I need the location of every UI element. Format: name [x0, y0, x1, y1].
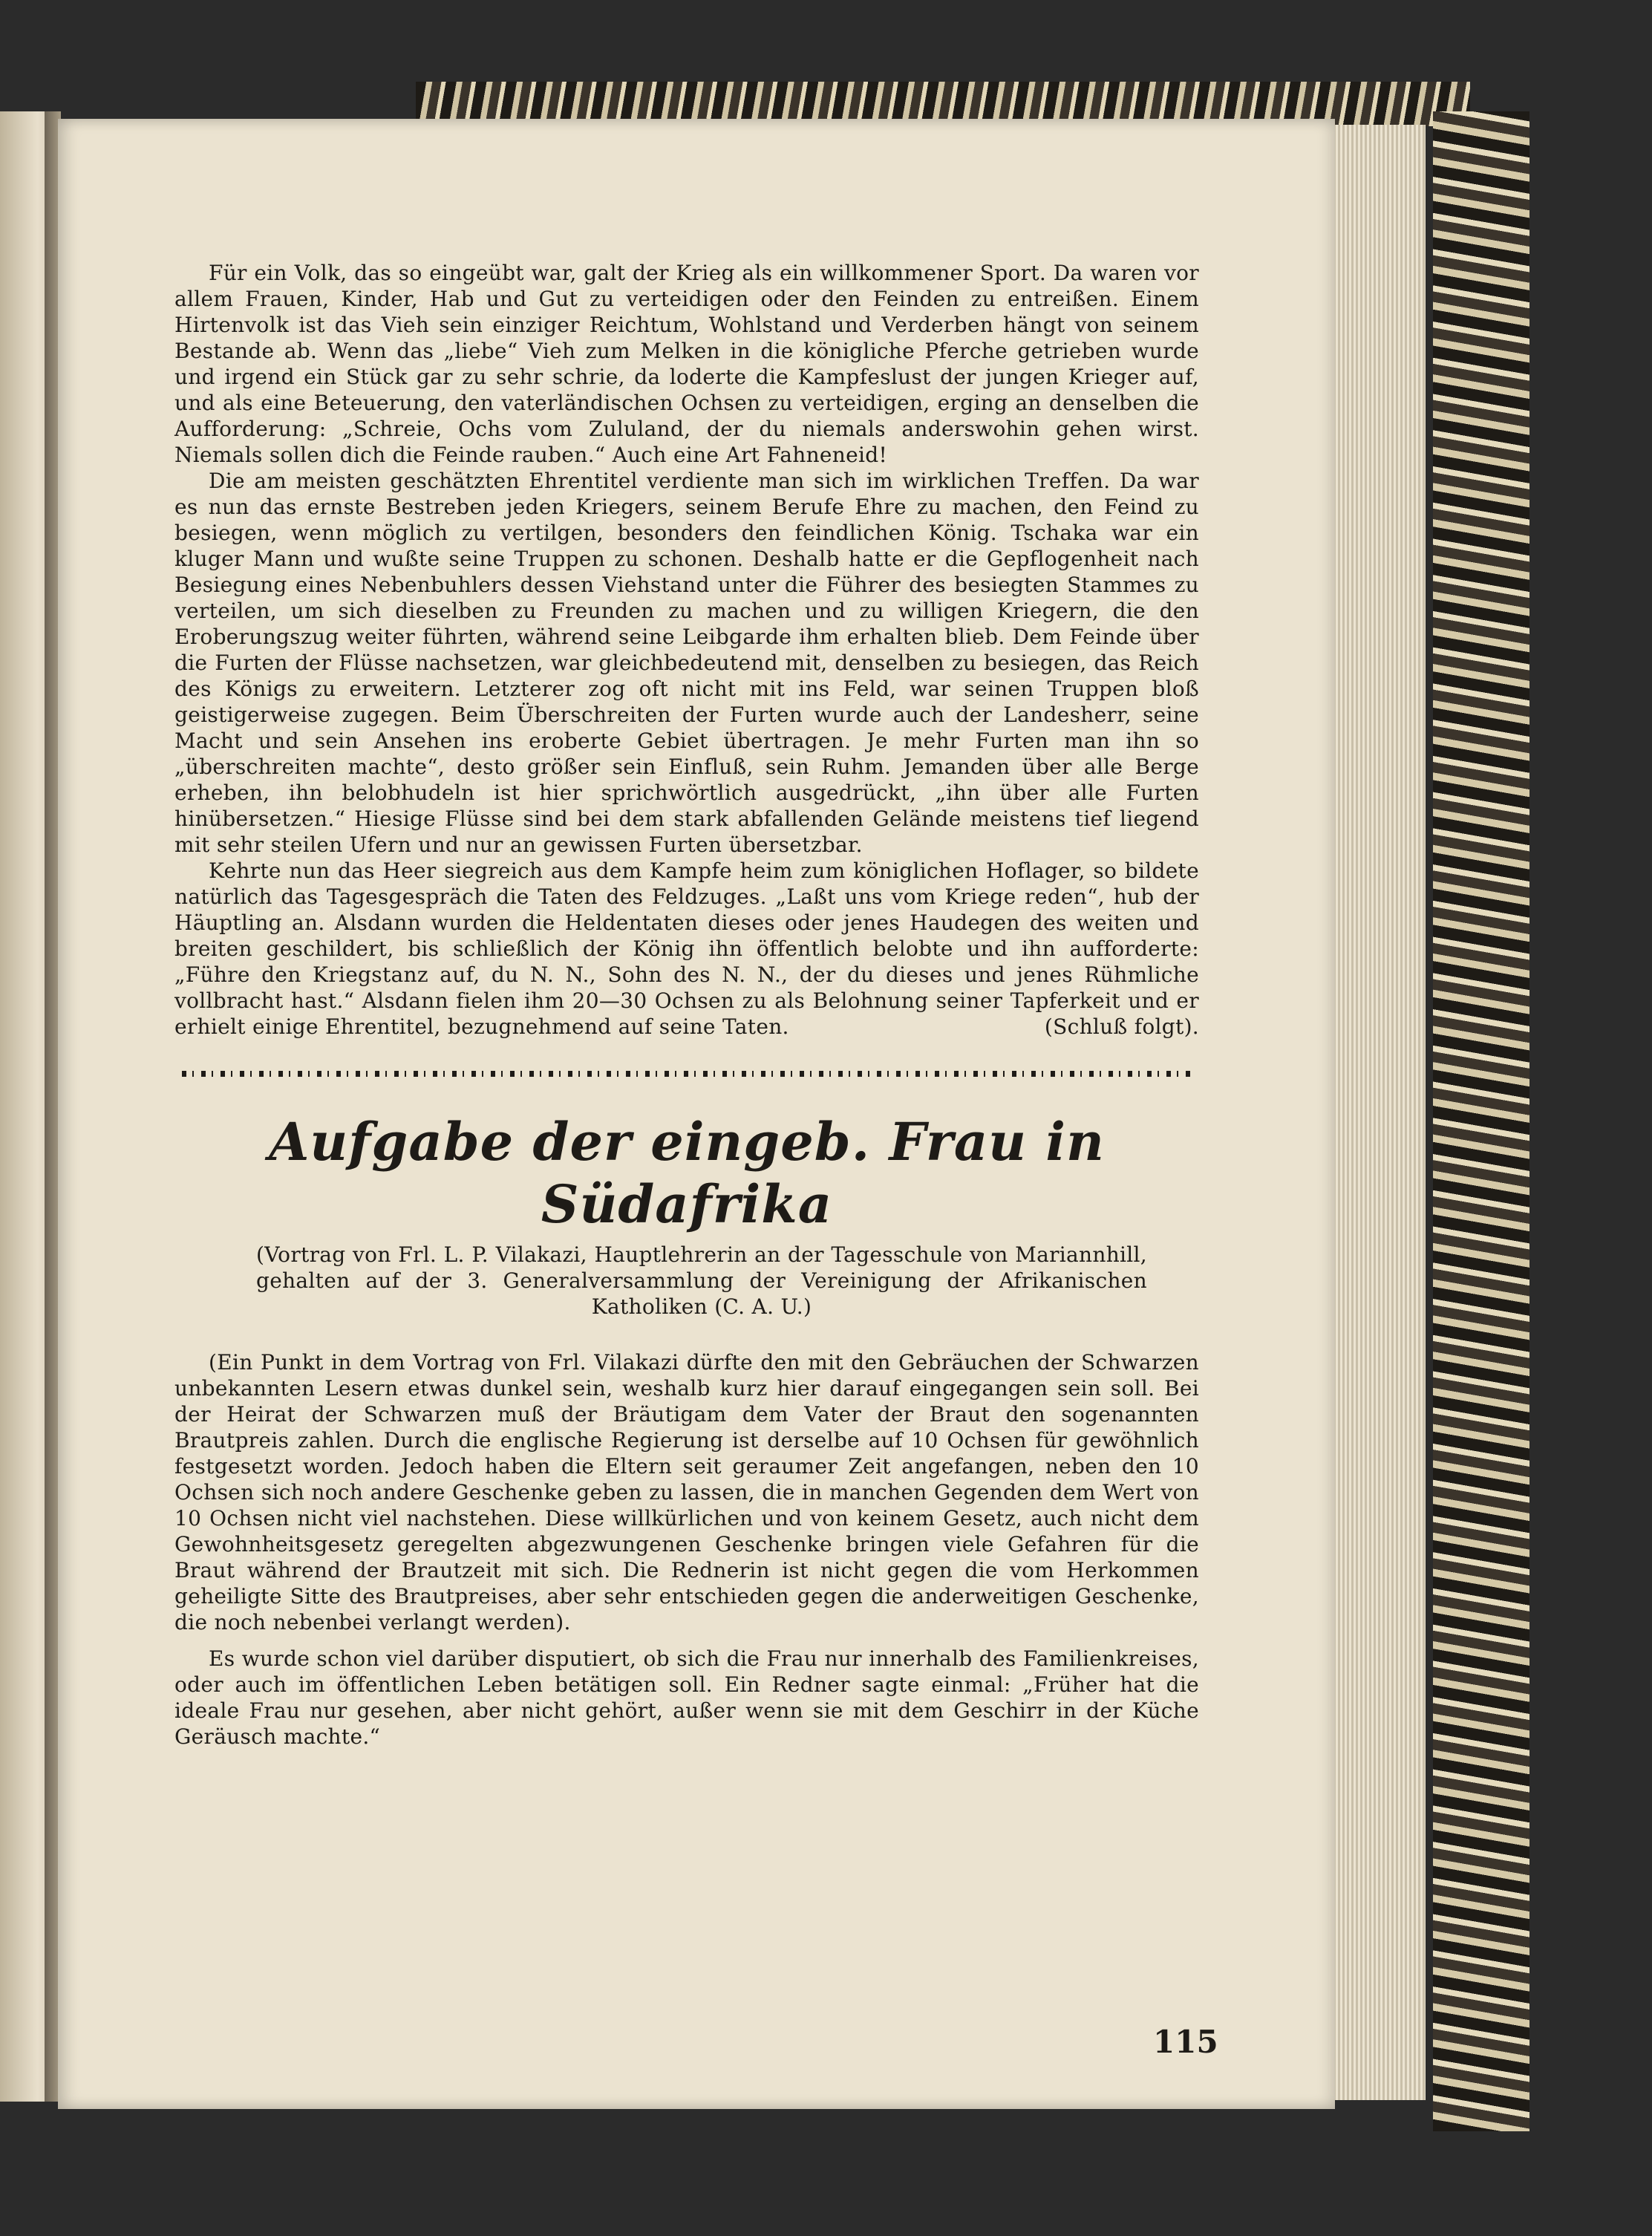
page-content — [174, 260, 1199, 1750]
ornamental-divider — [182, 1066, 1192, 1081]
page-edges — [1329, 125, 1426, 2100]
paragraph-3-text: Kehrte nun das Heer siegreich aus dem Kampfe heim zum königlichen Hoflager, so bildete natürlich das Tagesgespräch die Taten des Feldzuges. „Laßt uns vom Kriege reden“, hub der Häuptling an. Alsdann wurden die Heldentaten dieses oder jenes Haudegen des weiten und breiten geschildert, bis schließlich der König ihn öffentlich belobte und ihn aufforderte: „Führe den Kriegstanz auf, du N. N., Sohn des N. N., der du dieses und jenes Rühmliche vollbracht hast.“ Alsdann fielen ihm 20—30 Ochsen zu als Belohnung seiner Tapferkeit und er erhielt einige Ehrentitel, bezugnehmend auf seine Taten. — [174, 858, 1199, 1039]
page-number: 115 — [1153, 2024, 1218, 2060]
article-subtitle: (Vortrag von Frl. L. P. Vilakazi, Hauptlehrerin an der Tagesschule von Mariannhill, gehalten auf der 3. Generalversammlung der Vereinigung der Afrikanischen Katholiken (C. A. U.) — [256, 1242, 1147, 1319]
to-be-continued-note: (Schluß folgt). — [1044, 1014, 1199, 1039]
article-paragraph-1: (Ein Punkt in dem Vortrag von Frl. Vilakazi dürfte den mit den Gebräuchen der Schwarzen unbekannten Lesern etwas dunkel sein, weshalb kurz hier darauf eingegangen sein soll. Bei der Heirat der Schwarzen muß der Bräutigam dem Vater der Braut den sogenannten Brautpreis zahlen. Durch die englische Regierung ist derselbe auf 10 Ochsen für gewöhnlich festgesetzt worden. Jedoch haben die Eltern seit geraumer Zeit angefangen, neben den 10 Ochsen sich noch andere Geschenke geben zu lassen, die in manchen Gegenden dem Wert von 10 Ochsen nicht viel nachstehen. Diese willkürlichen und von keinem Gesetz, auch nicht dem Gewohnheitsgesetz geregelten abgezwungenen Geschenke bringen viele Gefahren für die Braut während der Brautzeit mit sich. Die Rednerin ist nicht gegen die vom Herkommen geheiligte Sitte des Brautpreises, aber sehr entschieden gegen die anderweitigen Geschenke, die noch nebenbei verlangt werden). — [174, 1350, 1199, 1634]
book-page — [58, 119, 1335, 2109]
paragraph-2: Die am meisten geschätzten Ehrentitel verdiente man sich im wirklichen Treffen. Da war es nun das ernste Bestreben jeden Kriegers, seinem Berufe Ehre zu machen, den Feind zu besiegen, wenn möglich zu vertilgen, besonders den feindlichen König. Tschaka war ein kluger Mann und wußte seine Truppen zu schonen. Deshalb hatte er die Gepflogenheit nach Besiegung eines Nebenbuhlers dessen Viehstand unter die Führer des besiegten Stammes zu verteilen, um sich dieselben zu Freunden zu machen und zu willigen Kriegern, die den Eroberungszug weiter führten, während seine Leibgarde ihm erhalten blieb. Dem Feinde über die Furten der Flüsse nachsetzen, war gleichbedeutend mit, denselben zu besiegen, das Reich des Königs zu erweitern. Letzterer zog oft nicht mit ins Feld, war seinen Truppen bloß geistigerweise zugegen. Beim Überschreiten der Furten wurde auch der Landesherr, seine Macht und sein Ansehen ins eroberte Gebiet übertragen. Je mehr Furten man ihn so „überschreiten machte“, desto größer sein Einfluß, sein Ruhm. Jemanden über alle Berge erheben, ihn belobhudeln ist hier sprichwörtlich ausgedrückt, „ihn über alle Furten hinübersetzen.“ Hiesige Flüsse sind bei dem stark abfallenden Gelände meistens tief liegend mit sehr steilen Ufern und nur an gewissen Furten übersetzbar. — [174, 469, 1199, 857]
article-title: Aufgabe der eingeb. Frau in Südafrika — [269, 1111, 1105, 1235]
paragraph-1: Für ein Volk, das so eingeübt war, galt der Krieg als ein willkommener Sport. Da waren vor allem Frauen, Kinder, Hab und Gut zu verteidigen oder den Feinden zu entreißen. Einem Hirtenvolk ist das Vieh sein einziger Reichtum, Wohlstand und Verderben hängt von seinem Bestande ab. Wenn das „liebe“ Vieh zum Melken in die königliche Pferche getrieben wurde und irgend ein Stück gar zu sehr schrie, da loderte die Kampfeslust der jungen Krieger auf, und als eine Beteuerung, den vaterländischen Ochsen zu verteidigen, erging an denselben die Aufforderung: „Schreie, Ochs vom Zululand, der du niemals anderswohin gehen wirst. Niemals sollen dich die Feinde rauben.“ Auch eine Art Fahneneid! — [174, 261, 1199, 467]
paragraph-3 — [174, 858, 1199, 1040]
article-paragraph-2: Es wurde schon viel darüber disputiert, ob sich die Frau nur innerhalb des Familienkreises, oder auch im öffentlichen Leben betätigen soll. Ein Redner sagte einmal: „Früher hat die ideale Frau nur gesehen, aber nicht gehört, außer wenn sie mit dem Geschirr in der Küche Geräusch machte.“ — [174, 1646, 1199, 1749]
marbled-cover-right — [1433, 111, 1529, 2131]
